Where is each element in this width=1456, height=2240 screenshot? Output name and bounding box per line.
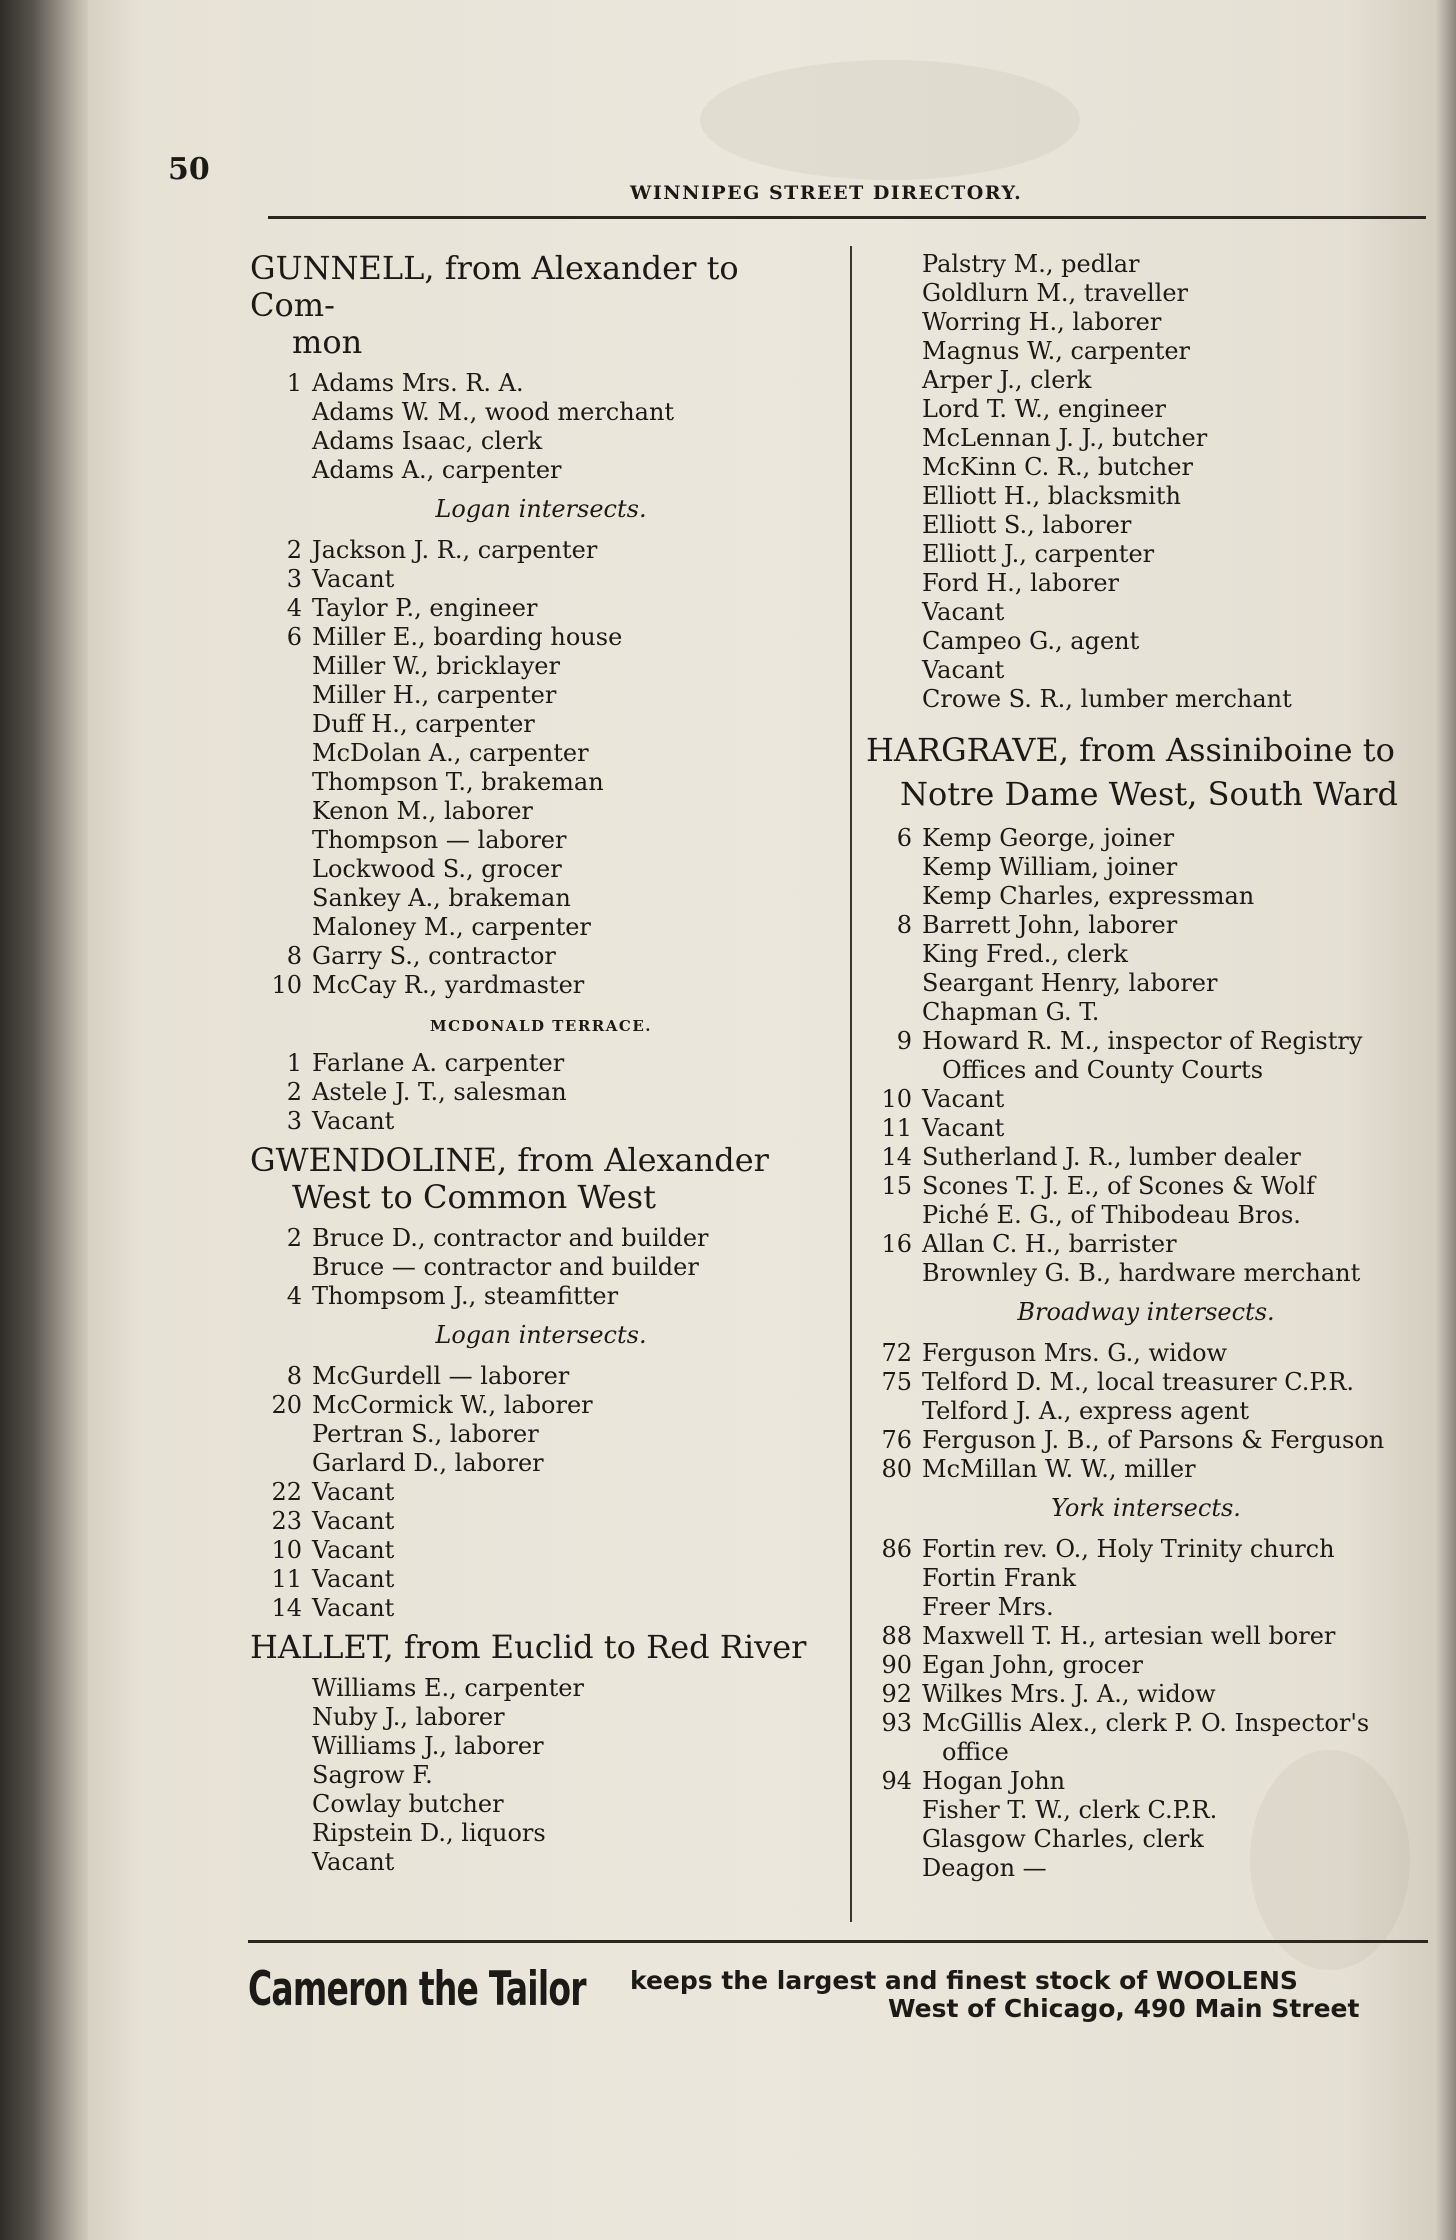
resident-name: Fisher T. W., clerk C.P.R. — [922, 1796, 1218, 1824]
directory-entry — [250, 1819, 832, 1848]
house-number: 86 — [881, 1535, 912, 1563]
directory-entry — [250, 1674, 832, 1703]
resident-name: McCay R., yardmaster — [312, 971, 585, 999]
book-binding — [0, 0, 92, 2240]
resident-name: McGillis Alex., clerk P. O. Inspector's — [922, 1709, 1370, 1737]
resident-name: Lord T. W., engineer — [922, 395, 1166, 423]
house-number — [250, 913, 312, 942]
house-number: 10 — [271, 971, 302, 999]
directory-entry — [866, 1593, 1426, 1622]
resident-name: Pertran S., laborer — [312, 1420, 539, 1448]
house-number: 4 — [286, 594, 302, 622]
directory-entry — [250, 826, 832, 855]
house-number: 2 — [286, 1078, 302, 1106]
house-number: 10 — [271, 1536, 302, 1564]
directory-entry — [250, 1565, 832, 1594]
house-number: 2 — [286, 1224, 302, 1252]
house-number — [866, 453, 922, 482]
house-number — [250, 681, 312, 710]
street-heading — [250, 1142, 832, 1216]
house-number — [866, 569, 922, 598]
directory-entry — [866, 1680, 1426, 1709]
directory-entry — [866, 279, 1426, 308]
directory-entry — [250, 398, 832, 427]
resident-name: Barrett John, laborer — [922, 911, 1178, 939]
directory-entry — [250, 456, 832, 485]
house-number: 23 — [271, 1507, 302, 1535]
house-number: 11 — [881, 1114, 912, 1142]
resident-name: Piché E. G., of Thibodeau Bros. — [922, 1201, 1301, 1229]
directory-entry — [250, 536, 832, 565]
house-number: 72 — [881, 1339, 912, 1367]
directory-entry — [866, 1535, 1426, 1564]
directory-entry — [250, 739, 832, 768]
house-number — [866, 1854, 922, 1883]
street-heading — [866, 728, 1426, 816]
house-number — [250, 398, 312, 427]
resident-name: Goldlurn M., traveller — [922, 279, 1189, 307]
resident-name: Ferguson Mrs. G., widow — [922, 1339, 1228, 1367]
directory-entry — [866, 453, 1426, 482]
resident-name: Garlard D., laborer — [312, 1449, 544, 1477]
street-heading-line: mon — [292, 323, 363, 361]
directory-entry — [866, 1172, 1426, 1201]
house-number: 6 — [896, 824, 912, 852]
resident-name: Vacant — [312, 1594, 395, 1622]
street-heading-line: HALLET, from Euclid to Red River — [250, 1628, 807, 1666]
resident-name: Vacant — [312, 1536, 395, 1564]
resident-name: Kemp George, joiner — [922, 824, 1175, 852]
resident-name: Allan C. H., barrister — [922, 1230, 1177, 1258]
house-number: 3 — [286, 1107, 302, 1135]
directory-entry — [866, 1114, 1426, 1143]
directory-entry — [250, 1703, 832, 1732]
house-number — [866, 685, 922, 714]
house-number — [866, 1593, 922, 1622]
house-number — [866, 969, 922, 998]
house-number — [866, 395, 922, 424]
resident-name: Vacant — [312, 1478, 395, 1506]
resident-name: Crowe S. R., lumber merchant — [922, 685, 1292, 713]
directory-entry — [866, 308, 1426, 337]
directory-entry — [250, 884, 832, 913]
resident-name: Fortin rev. O., Holy Trinity church — [922, 1535, 1335, 1563]
directory-entry — [866, 911, 1426, 940]
house-number — [866, 279, 922, 308]
resident-name: Vacant — [312, 1107, 395, 1135]
directory-entry — [250, 1107, 832, 1136]
house-number: 90 — [881, 1651, 912, 1679]
directory-entry — [250, 1362, 832, 1391]
directory-entry — [866, 366, 1426, 395]
column-divider — [850, 246, 852, 1922]
directory-entry — [250, 594, 832, 623]
resident-name: Campeo G., agent — [922, 627, 1140, 655]
house-number: 80 — [881, 1455, 912, 1483]
directory-entry — [866, 853, 1426, 882]
house-number: 1 — [286, 369, 302, 397]
intersection-note: York intersects. — [1051, 1494, 1241, 1522]
directory-entry — [866, 1143, 1426, 1172]
resident-name: Garry S., contractor — [312, 942, 556, 970]
directory-entry — [250, 1078, 832, 1107]
directory-entry — [866, 1397, 1426, 1426]
house-number — [866, 627, 922, 656]
directory-entry — [866, 482, 1426, 511]
resident-name: Miller H., carpenter — [312, 681, 557, 709]
directory-entry — [250, 1507, 832, 1536]
directory-entry — [250, 971, 832, 1000]
directory-entry — [866, 395, 1426, 424]
directory-entry — [866, 940, 1426, 969]
directory-entry — [866, 1622, 1426, 1651]
resident-name: Duff H., carpenter — [312, 710, 535, 738]
advert-line-2: West of Chicago, 490 Main Street — [888, 1994, 1360, 2023]
house-number: 15 — [881, 1172, 912, 1200]
resident-name: Thompson — laborer — [312, 826, 567, 854]
resident-name: Telford J. A., express agent — [922, 1397, 1250, 1425]
running-title: WINNIPEG STREET DIRECTORY. — [630, 182, 1023, 204]
intersection-note: Logan intersects. — [435, 1321, 647, 1349]
directory-entry — [866, 656, 1426, 685]
directory-entry — [250, 1253, 832, 1282]
resident-name: Adams A., carpenter — [312, 456, 562, 484]
directory-entry — [866, 1426, 1426, 1455]
resident-name: King Fred., clerk — [922, 940, 1128, 968]
left-column — [250, 244, 832, 1877]
house-number — [866, 511, 922, 540]
directory-entry — [250, 369, 832, 398]
directory-entry — [866, 998, 1426, 1027]
directory-entry — [866, 1027, 1426, 1056]
resident-name: Vacant — [922, 1114, 1005, 1142]
resident-name: McCormick W., laborer — [312, 1391, 593, 1419]
resident-name: Freer Mrs. — [922, 1593, 1054, 1621]
resident-name: Vacant — [922, 656, 1005, 684]
resident-name: Lockwood S., grocer — [312, 855, 562, 883]
house-number — [250, 427, 312, 456]
house-number: 8 — [896, 911, 912, 939]
entry-continuation: office — [942, 1738, 1009, 1766]
house-number — [250, 1253, 312, 1282]
resident-name: Bruce — contractor and builder — [312, 1253, 699, 1281]
page-stain — [700, 60, 1080, 180]
house-number — [866, 882, 922, 911]
house-number — [250, 826, 312, 855]
directory-entry — [250, 1594, 832, 1623]
resident-name: Elliott J., carpenter — [922, 540, 1155, 568]
resident-name: Vacant — [312, 1507, 395, 1535]
resident-name: McKinn C. R., butcher — [922, 453, 1193, 481]
house-number — [250, 1703, 312, 1732]
house-number: 22 — [271, 1478, 302, 1506]
resident-name: McLennan J. J., butcher — [922, 424, 1208, 452]
house-number — [250, 1848, 312, 1877]
resident-name: Fortin Frank — [922, 1564, 1077, 1592]
resident-name: Maloney M., carpenter — [312, 913, 591, 941]
house-number — [866, 366, 922, 395]
house-number — [866, 656, 922, 685]
directory-entry — [250, 942, 832, 971]
resident-name: Miller E., boarding house — [312, 623, 623, 651]
resident-name: Kenon M., laborer — [312, 797, 533, 825]
house-number: 10 — [881, 1085, 912, 1113]
house-number — [866, 998, 922, 1027]
directory-entry — [866, 627, 1426, 656]
house-number: 92 — [881, 1680, 912, 1708]
house-number — [866, 1259, 922, 1288]
house-number: 94 — [881, 1767, 912, 1795]
header-rule — [268, 216, 1426, 219]
resident-name: Williams E., carpenter — [312, 1674, 584, 1702]
directory-entry — [866, 1230, 1426, 1259]
house-number: 4 — [286, 1282, 302, 1310]
advert-brand: Cameron the Tailor — [248, 1962, 586, 2017]
house-number — [866, 482, 922, 511]
resident-name: Arper J., clerk — [922, 366, 1092, 394]
house-number: 8 — [286, 1362, 302, 1390]
resident-name: Farlane A. carpenter — [312, 1049, 565, 1077]
resident-name: Vacant — [312, 1565, 395, 1593]
house-number — [866, 1397, 922, 1426]
resident-name: Brownley G. B., hardware merchant — [922, 1259, 1361, 1287]
directory-entry — [866, 1825, 1426, 1854]
street-heading-line: GWENDOLINE, from Alexander — [250, 1141, 769, 1179]
directory-entry — [250, 652, 832, 681]
resident-name: McGurdell — laborer — [312, 1362, 570, 1390]
resident-name: Ford H., laborer — [922, 569, 1120, 597]
street-heading-line: GUNNELL, from Alexander to Com- — [250, 249, 739, 324]
house-number — [250, 768, 312, 797]
directory-entry — [250, 1732, 832, 1761]
resident-name: McMillan W. W., miller — [922, 1455, 1196, 1483]
directory-entry — [250, 1282, 832, 1311]
directory-entry — [866, 511, 1426, 540]
directory-entry — [250, 1536, 832, 1565]
footer-rule — [248, 1940, 1428, 1943]
directory-entry — [866, 1201, 1426, 1230]
resident-name: Adams Mrs. R. A. — [312, 369, 524, 397]
resident-name: Nuby J., laborer — [312, 1703, 505, 1731]
resident-name: Thompson T., brakeman — [312, 768, 604, 796]
directory-entry — [866, 1796, 1426, 1825]
resident-name: Glasgow Charles, clerk — [922, 1825, 1204, 1853]
street-heading — [250, 1629, 832, 1666]
directory-entry — [250, 1848, 832, 1877]
directory-entry — [866, 250, 1426, 279]
directory-entry — [866, 1085, 1426, 1114]
house-number — [250, 797, 312, 826]
resident-name: Howard R. M., inspector of Registry — [922, 1027, 1363, 1055]
directory-entry — [250, 1478, 832, 1507]
resident-name: Adams W. M., wood merchant — [312, 398, 675, 426]
resident-name: Hogan John — [922, 1767, 1066, 1795]
house-number — [866, 424, 922, 453]
directory-entry — [866, 337, 1426, 366]
directory-entry — [250, 681, 832, 710]
resident-name: Chapman G. T. — [922, 998, 1100, 1026]
directory-entry — [866, 569, 1426, 598]
resident-name: Worring H., laborer — [922, 308, 1162, 336]
house-number — [250, 855, 312, 884]
resident-name: Williams J., laborer — [312, 1732, 544, 1760]
house-number — [866, 540, 922, 569]
house-number: 8 — [286, 942, 302, 970]
street-heading-line: HARGRAVE, from Assiniboine to — [866, 731, 1395, 769]
directory-entry — [250, 710, 832, 739]
house-number — [250, 456, 312, 485]
subsection-heading: MCDONALD TERRACE. — [429, 1017, 652, 1035]
house-number: 76 — [881, 1426, 912, 1454]
resident-name: Miller W., bricklayer — [312, 652, 560, 680]
directory-entry — [250, 623, 832, 652]
directory-entry — [866, 424, 1426, 453]
directory-entry — [866, 540, 1426, 569]
house-number — [250, 1420, 312, 1449]
page-number: 50 — [168, 152, 210, 187]
house-number — [250, 710, 312, 739]
directory-entry — [250, 1049, 832, 1078]
house-number — [866, 1796, 922, 1825]
directory-entry — [250, 1790, 832, 1819]
resident-name: Maxwell T. H., artesian well borer — [922, 1622, 1336, 1650]
directory-entry — [866, 1854, 1426, 1883]
directory-entry — [250, 913, 832, 942]
house-number — [866, 853, 922, 882]
house-number — [250, 1819, 312, 1848]
house-number: 16 — [881, 1230, 912, 1258]
resident-name: Elliott H., blacksmith — [922, 482, 1181, 510]
right-column — [866, 250, 1426, 1883]
directory-entry — [866, 1564, 1426, 1593]
directory-entry — [250, 1420, 832, 1449]
house-number — [250, 1449, 312, 1478]
house-number — [250, 1732, 312, 1761]
house-number: 6 — [286, 623, 302, 651]
house-number: 88 — [881, 1622, 912, 1650]
directory-entry — [866, 824, 1426, 853]
directory-entry — [250, 855, 832, 884]
directory-entry — [866, 685, 1426, 714]
house-number — [250, 652, 312, 681]
resident-name: Wilkes Mrs. J. A., widow — [922, 1680, 1216, 1708]
directory-entry — [250, 565, 832, 594]
directory-entry — [866, 969, 1426, 998]
directory-entry — [250, 797, 832, 826]
resident-name: Kemp Charles, expressman — [922, 882, 1255, 910]
resident-name: Ripstein D., liquors — [312, 1819, 546, 1847]
resident-name: Cowlay butcher — [312, 1790, 504, 1818]
resident-name: Palstry M., pedlar — [922, 250, 1140, 278]
directory-entry — [866, 1455, 1426, 1484]
resident-name: Vacant — [312, 565, 395, 593]
directory-entry — [866, 598, 1426, 627]
directory-entry — [250, 1761, 832, 1790]
resident-name: Seargant Henry, laborer — [922, 969, 1218, 997]
resident-name: Vacant — [922, 1085, 1005, 1113]
house-number — [866, 250, 922, 279]
house-number — [866, 1564, 922, 1593]
directory-entry — [866, 1651, 1426, 1680]
house-number — [866, 337, 922, 366]
directory-entry — [866, 1368, 1426, 1397]
resident-name: Thompsom J., steamfitter — [312, 1282, 619, 1310]
street-heading-line: Notre Dame West, South Ward — [900, 775, 1398, 813]
house-number: 20 — [271, 1391, 302, 1419]
house-number — [866, 308, 922, 337]
house-number — [250, 1761, 312, 1790]
house-number: 11 — [271, 1565, 302, 1593]
house-number: 14 — [881, 1143, 912, 1171]
advert-line-1: keeps the largest and finest stock of WOOLENS — [630, 1966, 1298, 1995]
resident-name: Egan John, grocer — [922, 1651, 1143, 1679]
page-edge — [1434, 0, 1456, 2240]
resident-name: Sagrow F. — [312, 1761, 433, 1789]
resident-name: Jackson J. R., carpenter — [312, 536, 598, 564]
directory-entry — [250, 1449, 832, 1478]
house-number: 9 — [896, 1027, 912, 1055]
house-number: 93 — [881, 1709, 912, 1737]
directory-entry — [866, 1767, 1426, 1796]
house-number — [250, 1790, 312, 1819]
directory-entry — [250, 427, 832, 456]
resident-name: McDolan A., carpenter — [312, 739, 589, 767]
house-number — [866, 940, 922, 969]
intersection-note: Broadway intersects. — [1017, 1298, 1275, 1326]
house-number — [866, 1201, 922, 1230]
resident-name: Vacant — [312, 1848, 395, 1876]
resident-name: Bruce D., contractor and builder — [312, 1224, 709, 1252]
street-heading-line: West to Common West — [292, 1178, 656, 1216]
resident-name: Kemp William, joiner — [922, 853, 1178, 881]
resident-name: Astele J. T., salesman — [312, 1078, 567, 1106]
resident-name: Magnus W., carpenter — [922, 337, 1191, 365]
street-heading — [250, 250, 832, 361]
house-number: 14 — [271, 1594, 302, 1622]
directory-entry — [250, 1224, 832, 1253]
house-number — [250, 884, 312, 913]
resident-name: Scones T. J. E., of Scones & Wolf — [922, 1172, 1316, 1200]
house-number — [866, 1825, 922, 1854]
intersection-note: Logan intersects. — [435, 495, 647, 523]
entry-continuation: Offices and County Courts — [942, 1056, 1264, 1084]
resident-name: Telford D. M., local treasurer C.P.R. — [922, 1368, 1355, 1396]
resident-name: Sankey A., brakeman — [312, 884, 571, 912]
house-number: 75 — [881, 1368, 912, 1396]
house-number: 1 — [286, 1049, 302, 1077]
resident-name: Deagon — — [922, 1854, 1047, 1882]
directory-entry — [250, 1391, 832, 1420]
resident-name: Vacant — [922, 598, 1005, 626]
resident-name: Adams Isaac, clerk — [312, 427, 543, 455]
house-number — [250, 739, 312, 768]
directory-entry — [866, 1259, 1426, 1288]
resident-name: Ferguson J. B., of Parsons & Ferguson — [922, 1426, 1385, 1454]
house-number: 2 — [286, 536, 302, 564]
house-number — [866, 598, 922, 627]
directory-entry — [866, 882, 1426, 911]
resident-name: Elliott S., laborer — [922, 511, 1132, 539]
resident-name: Sutherland J. R., lumber dealer — [922, 1143, 1301, 1171]
house-number: 3 — [286, 565, 302, 593]
directory-entry — [866, 1709, 1426, 1738]
resident-name: Taylor P., engineer — [312, 594, 538, 622]
house-number — [250, 1674, 312, 1703]
directory-entry — [866, 1339, 1426, 1368]
directory-entry — [250, 768, 832, 797]
